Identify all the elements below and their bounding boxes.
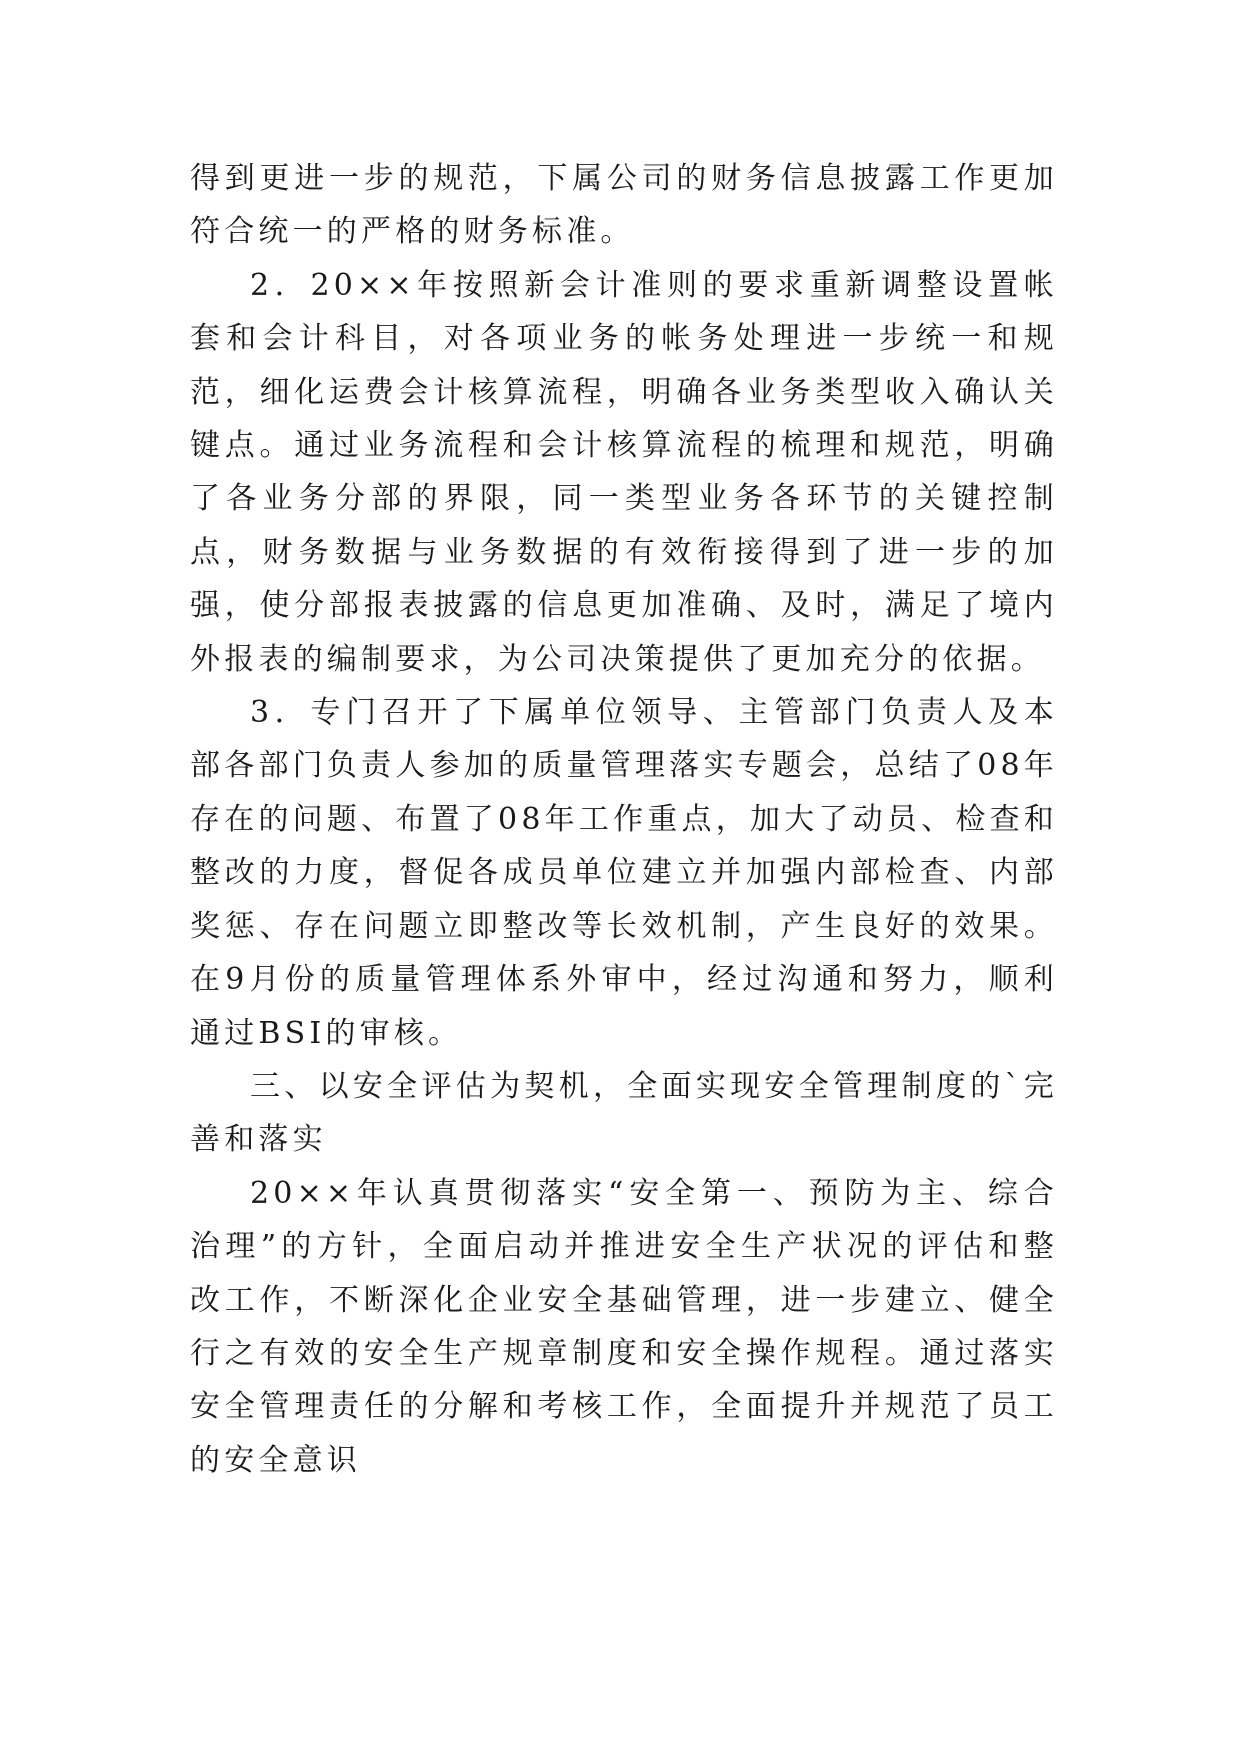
paragraph-continuation: 得到更进一步的规范，下属公司的财务信息披露工作更加符合统一的严格的财务标准。 <box>190 161 1058 250</box>
paragraph-item-2: 2．20××年按照新会计准则的要求重新调整设置帐套和会计科目，对各项业务的帐务处理进一步统一和规范，细化运费会计核算流程，明确各业务类型收入确认关键点。通过业务流程和会计核算流程的梳理和规范，明确了各业务分部的界限，同一类型业务各环节的关键控制点，财务数据与业务数据的有效衔接得到了进一步的加强，使分部报表披露的信息更加准确、及时，满足了境内外报表的编制要求，为公司决策提供了更加充分的依据。 <box>190 267 1058 677</box>
section-heading-3: 三、以安全评估为契机，全面实现安全管理制度的`完善和落实 <box>190 1068 1058 1158</box>
document-body <box>190 152 1058 1487</box>
paragraph-item-3: 3．专门召开了下属单位领导、主管部门负责人及本部各部门负责人参加的质量管理落实专题会，总结了08年存在的问题、布置了08年工作重点，加大了动员、检查和整改的力度，督促各成员单位建立并加强内部检查、内部奖惩、存在问题立即整改等长效机制，产生良好的效果。在9月份的质量管理体系外审中，经过沟通和努力，顺利通过BSI的审核。 <box>190 695 1058 1051</box>
paragraph-safety: 20××年认真贯彻落实“安全第一、预防为主、综合治理”的方针，全面启动并推进安全生产状况的评估和整改工作，不断深化企业安全基础管理，进一步建立、健全行之有效的安全生产规章制度和安全操作规程。通过落实安全管理责任的分解和考核工作，全面提升并规范了员工的安全意识 <box>190 1175 1058 1478</box>
